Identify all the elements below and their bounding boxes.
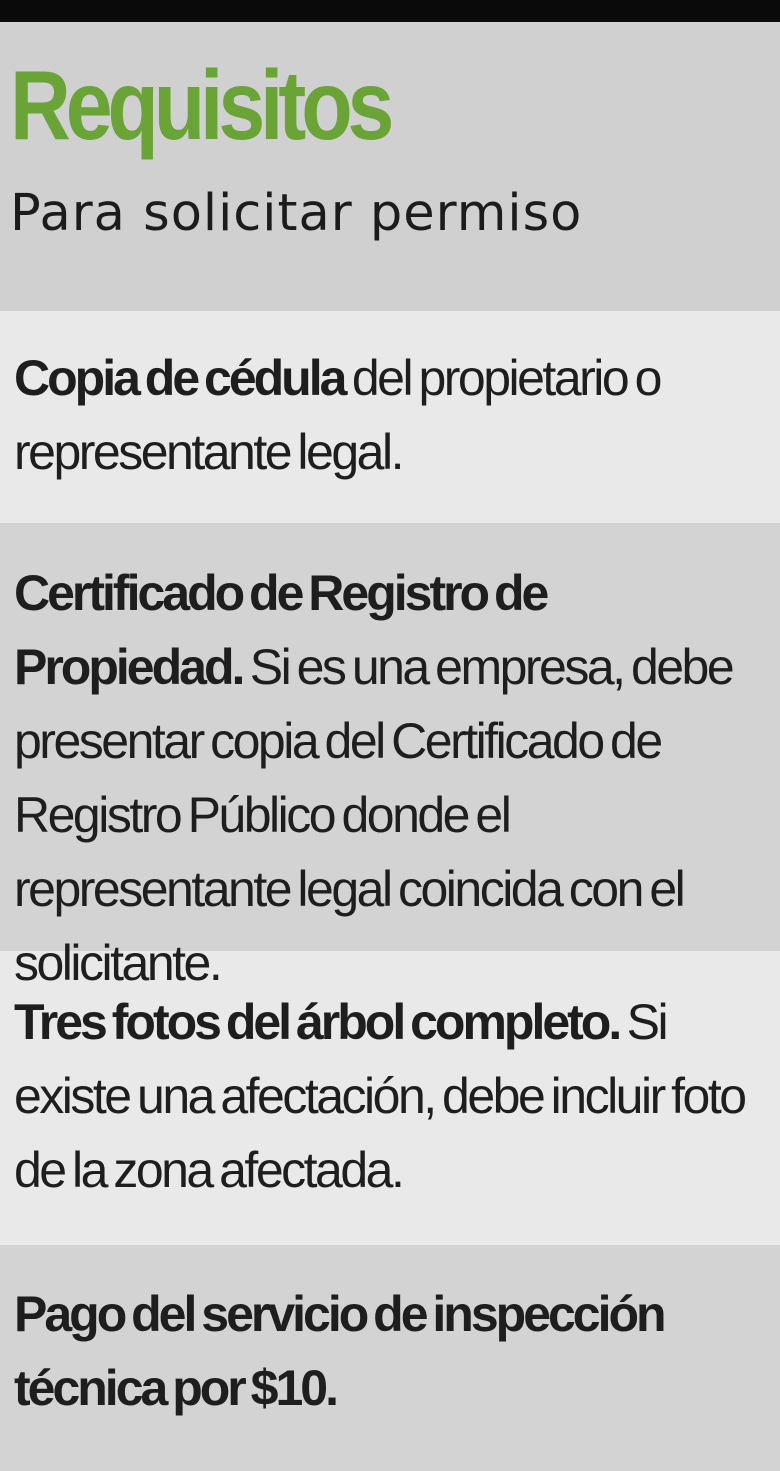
requirement-bold-text: Copia de cédula xyxy=(14,350,345,406)
requirement-text: Si existe una afectación, debe incluir foto de la zona afectada. xyxy=(14,994,745,1198)
requirement-item xyxy=(0,1245,780,1471)
card-subtitle: Para solicitar permiso xyxy=(10,184,583,243)
card-title: Requisitos xyxy=(10,50,390,160)
card-header xyxy=(0,22,780,311)
requirement-item xyxy=(0,311,780,523)
requirement-bold-text: Certificado de Registro de Propiedad. xyxy=(14,565,547,695)
requirement-bold-text: Pago del servicio de inspección técnica por $10. xyxy=(14,1286,664,1416)
requirement-bold-text: Tres fotos del árbol completo. xyxy=(14,994,620,1050)
requirement-text: Si es una empresa, debe presentar copia del Certificado de Registro Público donde el representante legal coincida con el solicitante. xyxy=(14,639,733,991)
requirement-item xyxy=(0,523,780,991)
requirement-item xyxy=(0,951,780,1245)
requirement-text: del propietario o representante legal. xyxy=(14,350,660,480)
